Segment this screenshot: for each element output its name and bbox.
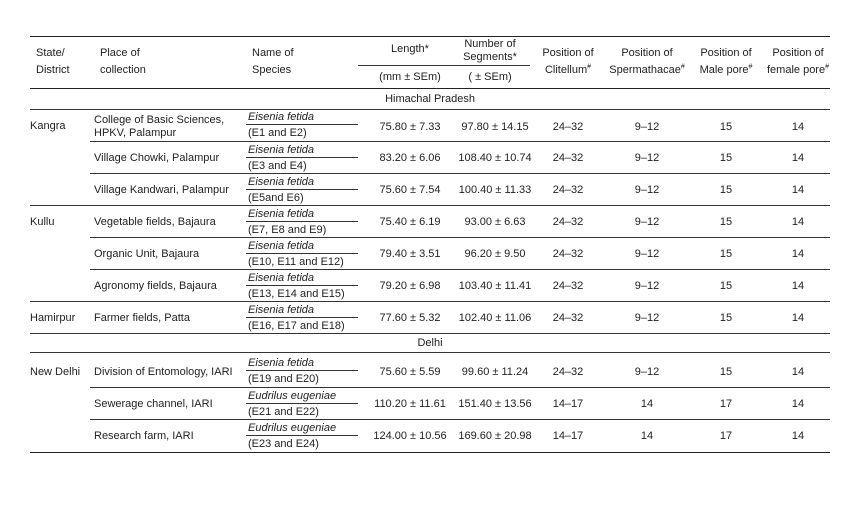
species-underline [246, 403, 358, 404]
row-4-clitellum: 24–32 [552, 248, 584, 260]
footnote-mark: # [825, 63, 829, 71]
header-place-1: Place of [100, 47, 140, 59]
row-8-ids: (E21 and E22) [248, 406, 319, 418]
row-6-male: 15 [719, 312, 733, 324]
male-pore-label: Male pore [699, 64, 749, 76]
row-7-ids: (E19 and E20) [248, 373, 319, 385]
species-underline [246, 189, 358, 190]
header-segments-2: Segments* [463, 51, 517, 63]
row-5-ids: (E13, E14 and E15) [248, 288, 345, 300]
row-0-clitellum: 24–32 [552, 121, 584, 133]
header-state: State/ [36, 47, 65, 59]
row-2-male: 15 [719, 184, 733, 196]
row-5-species: Eisenia fetida [248, 272, 315, 284]
header-place-2: collection [100, 64, 146, 76]
header-female-1: Position of [772, 47, 824, 59]
header-length: Length* [391, 43, 429, 55]
row-5-female: 14 [791, 280, 805, 292]
row-3-species: Eisenia fetida [248, 208, 315, 220]
row-separator [90, 237, 830, 238]
row-5-segments: 103.40 ± 11.41 [458, 280, 532, 292]
row-7-male: 15 [719, 366, 733, 378]
row-0-segments: 97.80 ± 14.15 [461, 121, 529, 133]
row-1-length: 83.20 ± 6.06 [379, 152, 441, 164]
row-4-length: 79.40 ± 3.51 [379, 248, 441, 260]
top-rule [30, 36, 830, 37]
row-7-length: 75.60 ± 5.59 [379, 366, 441, 378]
row-4-ids: (E10, E11 and E12) [248, 256, 344, 268]
row-6-place: Farmer fields, Patta [94, 312, 190, 324]
row-0-length: 75.80 ± 7.33 [379, 121, 441, 133]
row-9-place: Research farm, IARI [94, 430, 194, 442]
row-4-female: 14 [791, 248, 805, 260]
row-0-ids: (E1 and E2) [248, 127, 307, 139]
row-separator [30, 301, 830, 302]
row-2-female: 14 [791, 184, 805, 196]
row-0-male: 15 [719, 121, 733, 133]
row-9-male: 17 [719, 430, 733, 442]
row-7-female: 14 [791, 366, 805, 378]
row-7-district: New Delhi [30, 366, 81, 378]
section-delhi: Delhi [417, 337, 443, 349]
row-5-length: 79.20 ± 6.98 [379, 280, 441, 292]
row-separator [90, 173, 830, 174]
row-4-male: 15 [719, 248, 733, 260]
spermathecae-label: Spermathacae [609, 64, 681, 76]
row-1-male: 15 [719, 152, 733, 164]
header-clitellum-2 [536, 64, 600, 77]
row-3-clitellum: 24–32 [552, 216, 584, 228]
header-segments-unit: ( ± SEm) [468, 71, 512, 83]
row-8-species: Eudrilus eugeniae [248, 390, 337, 402]
section-himachal: Himachal Pradesh [385, 93, 475, 105]
row-7-species: Eisenia fetida [248, 357, 315, 369]
row-0-place-line2: HPKV, Palampur [94, 127, 177, 139]
species-underline [246, 435, 358, 436]
footnote-mark: # [680, 63, 685, 71]
row-9-ids: (E23 and E24) [248, 438, 319, 450]
row-9-segments: 169.60 ± 20.98 [458, 430, 532, 442]
header-species-2: Species [252, 64, 292, 76]
row-2-segments: 100.40 ± 11.33 [458, 184, 532, 196]
row-5-male: 15 [719, 280, 733, 292]
row-separator [30, 205, 830, 206]
row-7-clitellum: 24–32 [552, 366, 584, 378]
row-4-segments: 96.20 ± 9.50 [464, 248, 526, 260]
section-rule [30, 109, 830, 110]
row-3-ids: (E7, E8 and E9) [248, 224, 327, 236]
row-3-district: Kullu [30, 216, 55, 228]
species-underline [246, 370, 358, 371]
row-0-place-line1: College of Basic Sciences, [94, 114, 225, 126]
row-5-spermathecae: 9–12 [634, 280, 660, 292]
row-8-spermathecae: 14 [640, 398, 654, 410]
row-6-segments: 102.40 ± 11.06 [458, 312, 532, 324]
row-0-district: Kangra [30, 120, 66, 132]
subheader-rule [358, 65, 530, 66]
header-clitellum-1: Position of [542, 47, 594, 59]
header-sperm-2 [606, 64, 688, 77]
row-9-clitellum: 14–17 [552, 430, 584, 442]
row-2-species: Eisenia fetida [248, 176, 315, 188]
row-9-species: Eudrilus eugeniae [248, 422, 337, 434]
section-rule [30, 352, 830, 353]
row-9-female: 14 [791, 430, 805, 442]
row-8-male: 17 [719, 398, 733, 410]
header-bottom-rule [30, 88, 830, 89]
row-4-place: Organic Unit, Bajaura [94, 248, 200, 260]
clitellum-label: Clitellum [544, 64, 588, 76]
row-6-clitellum: 24–32 [552, 312, 584, 324]
row-9-spermathecae: 14 [640, 430, 654, 442]
row-separator [30, 333, 830, 334]
species-underline [246, 124, 358, 125]
row-1-female: 14 [791, 152, 805, 164]
row-2-clitellum: 24–32 [552, 184, 584, 196]
row-separator [90, 387, 830, 388]
footnote-mark: # [587, 63, 592, 71]
row-7-segments: 99.60 ± 11.24 [461, 366, 529, 378]
row-6-length: 77.60 ± 5.32 [379, 312, 441, 324]
row-1-clitellum: 24–32 [552, 152, 584, 164]
row-6-district: Hamirpur [30, 312, 76, 324]
row-3-male: 15 [719, 216, 733, 228]
species-underline [246, 317, 358, 318]
row-6-spermathecae: 9–12 [634, 312, 660, 324]
row-1-species: Eisenia fetida [248, 144, 315, 156]
row-4-species: Eisenia fetida [248, 240, 315, 252]
row-3-female: 14 [791, 216, 805, 228]
species-underline [246, 157, 358, 158]
header-sperm-1: Position of [621, 47, 673, 59]
row-5-place: Agronomy fields, Bajaura [94, 280, 217, 292]
row-3-length: 75.40 ± 6.19 [379, 216, 441, 228]
row-1-segments: 108.40 ± 10.74 [458, 152, 532, 164]
header-length-unit: (mm ± SEm) [379, 71, 441, 83]
row-5-clitellum: 24–32 [552, 280, 584, 292]
row-separator [90, 141, 830, 142]
row-0-female: 14 [791, 121, 805, 133]
row-separator [90, 419, 830, 420]
row-8-clitellum: 14–17 [552, 398, 584, 410]
species-underline [246, 285, 358, 286]
species-underline [246, 221, 358, 222]
header-male-2 [694, 64, 758, 77]
species-underline [246, 253, 358, 254]
header-district: District [36, 64, 70, 76]
header-segments-1: Number of [464, 38, 516, 50]
row-3-spermathecae: 9–12 [634, 216, 660, 228]
row-2-length: 75.60 ± 7.54 [379, 184, 441, 196]
row-8-segments: 151.40 ± 13.56 [458, 398, 532, 410]
row-6-female: 14 [791, 312, 805, 324]
row-6-species: Eisenia fetida [248, 304, 315, 316]
row-7-place: Division of Entomology, IARI [94, 366, 233, 378]
row-8-female: 14 [791, 398, 805, 410]
row-1-place: Village Chowki, Palampur [94, 152, 220, 164]
row-2-spermathecae: 9–12 [634, 184, 660, 196]
footnote-mark: # [748, 63, 753, 71]
row-2-ids: (E5and E6) [248, 192, 304, 204]
row-0-spermathecae: 9–12 [634, 121, 660, 133]
row-2-place: Village Kandwari, Palampur [94, 184, 229, 196]
row-3-place: Vegetable fields, Bajaura [94, 216, 216, 228]
row-7-spermathecae: 9–12 [634, 366, 660, 378]
row-3-segments: 93.00 ± 6.63 [464, 216, 526, 228]
row-4-spermathecae: 9–12 [634, 248, 660, 260]
row-8-length: 110.20 ± 11.61 [374, 398, 446, 410]
row-6-ids: (E16, E17 and E18) [248, 320, 345, 332]
row-1-ids: (E3 and E4) [248, 160, 307, 172]
row-1-spermathecae: 9–12 [634, 152, 660, 164]
header-female-2 [762, 64, 834, 77]
bottom-rule [30, 452, 830, 453]
header-species-1: Name of [252, 47, 294, 59]
row-separator [90, 269, 830, 270]
female-pore-label: female pore [767, 64, 826, 76]
row-0-species: Eisenia fetida [248, 111, 315, 123]
header-male-1: Position of [700, 47, 752, 59]
row-9-length: 124.00 ± 10.56 [373, 430, 447, 442]
row-8-place: Sewerage channel, IARI [94, 398, 213, 410]
